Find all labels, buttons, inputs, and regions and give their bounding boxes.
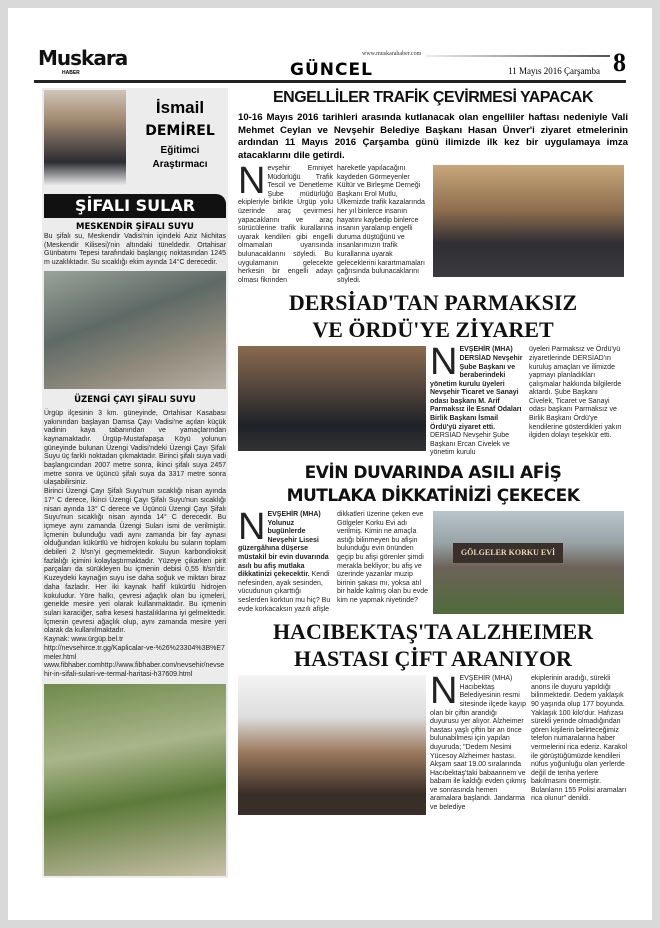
article3-headline-line2: MUTLAKA DİKKATİNİZİ ÇEKECEK xyxy=(286,486,580,507)
article3-col1 xyxy=(238,506,333,614)
uzengi-paragraph-2: Birinci Üzengi Çayı Şifalı Suyu'nun sıcaklığı nisan ayında 17° C derece, İkinci Üzengi Çayı Şifalı Suyu'nun sıcaklığı nisan ayında 13° C derece ve Üçüncü Üzengi Çayı Şifalı Suyu'nun sıcaklığı nisan ayında 14° C derecedir. Bu içmeye aynı zamanda Üzengi Suları ismi de verilmiştir. İçmenin bulunduğu vadi aynı zamanda bir fay aynası olduğundan kükürtlü ve hidrojen kokulu bu suların toplam debileri 2 lt/sn'yi geçmemektedir. Suyun karbondioksit fazlalığı içimini kolaylaştırmaktadır. Yüzeye çıkarken pirit parçaları da sürükleyen bu içmenin debisi 0,55 lt/sn'dir. Kuzeydeki kaynağın suyu ise daha soğuk ve miktarı biraz daha fazladır. Her iki kaynak hafif kükürtlü hidrojen kokuludur. Yöre halkı, çevresi ağaçlık olan bu içmeleri, genelde mesire yeri olarak kullanmaktadır. Bu içmenin suları karaciğer, safra kesesi hastalıklarına iyi gelmektedir. İçmenin çevresi ağaçlık olup, aynı zamanda mesire yeri olarak da kullanılmaktadır. xyxy=(44,488,226,635)
author-info xyxy=(134,90,226,188)
author-last-name: DEMİREL xyxy=(145,123,215,139)
article1-lead: 10-16 Mayıs 2016 tarihleri arasında kutlanacak olan engelliler haftası nedeniyle Vali Mehmet Ceylan ve Nevşehir Belediye Başkanı Hasan Ünver'i ziyaret etmelerinin ardından 11 Mayıs 2016 Çarşamba günü ilimizde ilk kez bir uygulamaya imza atacaklarını dile getirdi. xyxy=(238,112,628,161)
header-gradient-line xyxy=(425,55,610,57)
uzengi-text xyxy=(44,410,226,680)
logo-subtitle: HABER xyxy=(62,70,80,76)
article3-body xyxy=(238,506,628,614)
right-column xyxy=(238,86,628,819)
drop-cap: N xyxy=(238,160,266,202)
article1-body xyxy=(238,160,628,285)
korku-evi-sign: GÖLGELER KORKU EVİ xyxy=(453,543,563,563)
article2-col1 xyxy=(430,341,525,458)
source-link-1[interactable]: http://nevsehirce.tr.gg/Kaplicalar-ve-%26%23304%3B%E7meler.html xyxy=(44,644,225,661)
author-title-2: Araştırmacı xyxy=(152,159,208,170)
article4-col1-text: EVŞEHİR (MHA) Hacıbektaş Belediyesinin resmi sitesinde ilçede kayıp olan bir çiftin arandığı duyurusu yer alıyor. Alzheimer hastası yaşlı çiftin bir an önce bulunabilmesi için yapılan duyuruda; "Dedem Nesimi Yücesoy Alzheimer hastası. Akşam saat 19.00 sıralarında Hacıbektaş'taki babaannem ve babam ile kaldığı evden çıkmış ve sonrasında hemen aramalara başlandı. Jandarma ve belediye xyxy=(430,675,527,812)
meskendir-title: MESKENDİR ŞİFALI SUYU xyxy=(76,222,194,232)
article1-col2: hareketle yapılacağını kaydeden Görmeyenler Kültür ve Birleşme Derneği Başkanı Erol Mutlu, Ülkemizde trafik kazalarında her yıl binlerce insanın hayatını kaybedip binlerce insanın yaralanıp engelli duruma düştüğünü ve insanlarımızın trafik kurallarına uyarak geleceklerini karartmamaları çağrısında bulunacaklarını söyledi. xyxy=(337,165,425,284)
meskendir-text: Bu şifalı su, Meskendir Vadisi'nin içindeki Aziz Nichitas (Meskendir Kilisesi)'nin altındaki tüneldedir. Ortahisar Günbatımı Tepesi tarafındaki başlangıç noktasından 1245 m uzaklıktadır. Su sıcaklığı ekim ayında 14°C derecedir. xyxy=(44,233,226,267)
article1-col1 xyxy=(238,160,333,285)
article2-photo xyxy=(238,346,426,451)
muskara-logo: Muskara xyxy=(38,46,128,70)
article4-col1 xyxy=(430,670,527,813)
article3-photo xyxy=(433,511,624,614)
header-rule xyxy=(34,80,626,83)
article3-col1-text: Kendi nefesinden, ayak sesinden, vücudunun çıkarttığı seslerden korktun mu hiç? Bu evde korkacaksın yazılı afişle xyxy=(238,571,331,613)
source-link-2[interactable]: www.fibhaber.comhttp://www.fibhaber.com/nevsehir/nevsehir-in-sifali-sulari-ve-termal-haritasi-h37609.html xyxy=(44,662,225,678)
section-title: GÜNCEL xyxy=(290,60,373,80)
uzengi-photo xyxy=(44,684,226,876)
article2-col2: üyeleri Parmaksız ve Ördü'yü ziyaretlerinde DERSİAD'ın kuruluş amaçları ve ilimizde yapmayı planladıkları çalışmalar hakkında bilgilerde aktardı. Şube Başkanı Civelek, Ticaret ve Sanayi odası başkanı Parmaksız ve Birlik Başkanı Ördü'ye kendilerine gösterdikleri yakın ilgiden dolayı teşekkür etti. xyxy=(529,346,622,440)
author-photo xyxy=(44,90,126,186)
article3-col2: dikkatleri üzerine çeken eve Gölgeler Korku Evi adı verilmiş. Kimin ne amaçla astığı bilinmeyen bu afişin bulunduğu evin önünden geçip bu afişi görenler şimdi merakla bekliyor; bu afiş ve üzerinde yazanlar muzip birinin şakası mı, yoksa atıl bir halde kalmış olan bu evde kim ne yapmak niyetinde? xyxy=(337,511,429,604)
article4-photo xyxy=(238,675,426,815)
author-title: Eğitimci xyxy=(160,145,200,156)
meskendir-photo xyxy=(44,271,226,389)
uzengi-title: ÜZENGİ ÇAYI ŞİFALI SUYU xyxy=(74,394,196,405)
article2-headline-line2: VE ÖRDÜ'YE ZİYARET xyxy=(312,317,554,343)
uzengi-paragraph-1: Ürgüp ilçesinin 3 km. güneyinde, Ortahisar Kasabası yakınından başlayan Damsa Çayı Vadisi'ne açılan küçük vadinin kaya tabanından ve yamaçlarından kaynamaktadır. Ürgüp-Mustafapaşa Köyü yolunun güneyinde bulunan Üzengi Vadisi'ndeki Üzengi Çayı Şifalı Suyu üç farklı noktadan çıkmaktadır. Birinci şifalı suya vadi başlangıcından 2007 metre sonra, ikinci şifalı suya 2457 metre sonra ve üçüncü şifalı suya da 3317 metre sonra ulaşabilirsiniz. xyxy=(44,409,226,487)
page-number: 8 xyxy=(613,48,626,77)
left-column xyxy=(42,88,228,878)
drop-cap: N xyxy=(238,506,266,549)
article1-photo xyxy=(433,165,624,277)
article2-body xyxy=(238,341,628,458)
drop-cap: N xyxy=(430,670,458,713)
article2-bold-intro: EVŞEHİR (MHA) DERSİAD Nevşehir Şube Başkanı ve beraberindeki yönetim kurulu üyeleri Nevşehir Ticaret ve Sanayi odası başkanı M. Arif Parmaksız ile Esnaf Odaları Birlik Başkanı İsmail Ördü'yü ziyaret etti. xyxy=(430,346,523,431)
article4-col2: ekiplerinin aradığı, sürekli anons ile duyuru yapıldığı bilinmektedir. Dedem yaklaşık 90 yaşında olup 177 boyunda. Yaklaşık 100 kilo'dur. Hafızası sürekli yerinde olmadığından gören kişilerin belirteceğimiz telefon numaralarına haber vermelerini rica ederiz. Karakol ile görüştüğümüzde kendileri nüfus yoğunluğu olan yerlerde değil de tenha yerlere bakılmasını önermiştir. Bulanların 155 Polisi aramaları rica olunur" denildi. xyxy=(531,675,628,803)
article4-headline-line1: HACIBEKTAŞ'TA ALZHEIMER xyxy=(272,619,594,645)
article4-body xyxy=(238,670,628,815)
article1-headline: ENGELLİLER TRAFİK ÇEVİRMESİ YAPACAK xyxy=(272,89,593,106)
author-first-name: İsmail xyxy=(155,98,205,117)
article3-bold-intro: EVŞEHİR (MHA) Yolunuz bugünlerde Nevşehir Lisesi güzergâhına düşerse müstakil bir evin duvarında asılı bu afiş mutlaka dikkatinizi çekecektir. xyxy=(238,511,329,579)
sifali-sular-banner: ŞİFALI SULAR xyxy=(44,194,226,218)
article4-headline-line2: HASTASI ÇİFT ARANIYOR xyxy=(294,646,572,672)
article3-headline-line1: EVİN DUVARINDA ASILI AFİŞ xyxy=(304,463,562,484)
article2-headline-line1: DERSİAD'TAN PARMAKSIZ xyxy=(288,290,578,316)
author-box xyxy=(44,90,226,188)
source-line: Kaynak: www.ürgüp.bel.tr xyxy=(44,636,124,644)
article1-col1-text: evşehir Emniyet Müdürlüğü Trafik Tescil ve Denetleme Şube müdürlüğü ekipleriyle birlikte Ürgüp yolu üzerinde araç çevirmesi yapacaklarını ve araç sürücülerine trafik kurallarına uyarak kendileri gibi engelli olmamaları uyarısında bulunacaklarını söyledi. Bu uygulamanın gelecekte herkesin bir engelli adayı olması fikrinden xyxy=(238,165,333,284)
issue-date: 11 Mayıs 2016 Çarşamba xyxy=(508,66,600,76)
drop-cap: N xyxy=(430,341,458,384)
article2-col1-text: DERSİAD Nevşehir Şube Başkanı Ercan Civelek ve yönetim kurulu xyxy=(430,432,510,457)
website-url: www.muskarahaber.com xyxy=(362,51,422,57)
